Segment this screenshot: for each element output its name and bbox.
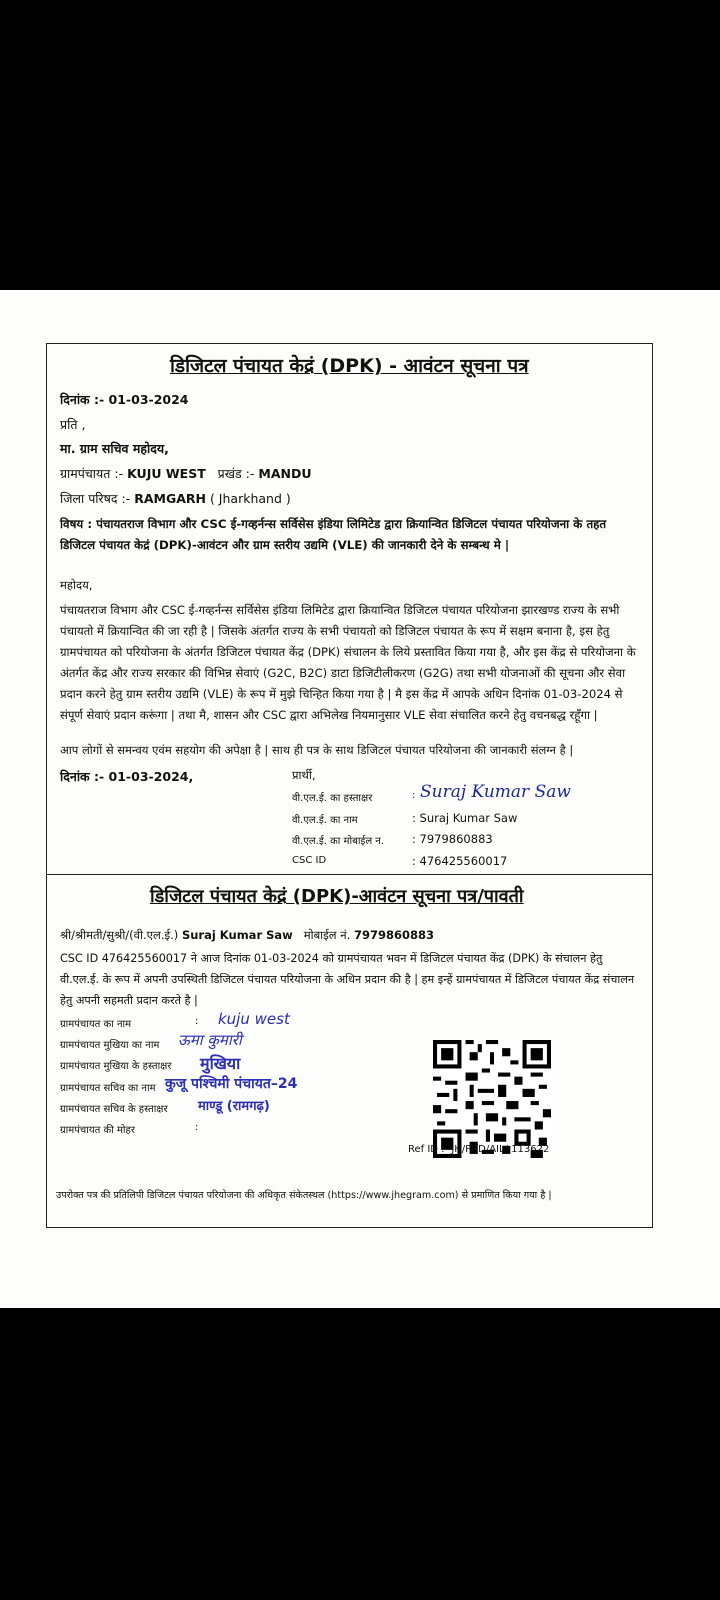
csc-id-label: CSC ID xyxy=(292,855,327,866)
salutation: महोदय, xyxy=(60,578,93,592)
field-label-mukhiya-sign: ग्रामपंचायत मुखिया के हस्ताक्षर xyxy=(60,1061,172,1072)
field-label-gp-name: ग्रामपंचायत का नाम xyxy=(60,1019,132,1030)
vle-name-label: वी.एल.ई. का नाम xyxy=(292,815,358,826)
prarthi: प्रार्थी, xyxy=(292,768,316,782)
field-value-mukhiya-name: ऊमा कुमारी xyxy=(178,1031,242,1049)
field-label-sachiv-sign: ग्रामपंचायत सचिव के हस्ताक्षर xyxy=(60,1104,168,1115)
mukhiya-stamp: मुखिया xyxy=(200,1054,241,1073)
panchayat-stamp-line2: माण्डू (रामगढ़) xyxy=(198,1099,270,1114)
gp-line xyxy=(60,465,311,482)
ref-id: Ref ID :- JH/PRD/AIL/ 113622 xyxy=(408,1144,550,1155)
letter-body: पंचायतराज विभाग और CSC ई-गव्हर्नन्स सर्विसेस इंडिया लिमिटेड द्वारा क्रियान्वित डिजिटल पंचायत परियोजना झारखण्ड राज्य के सभी पंचायतो में क्रियान्वित की जा रही है | जिसके अंतर्गत राज्य के सभी पंचायतो को डिजिटल पंचायत के रूप में सक्षम बनाना है, इस हेतु ग्रामपंचायत को परियोजना के अंतर्गत डिजिटल पंचायत केंद्र (DPK) संचालन के लिये प्रस्तावित किया गया है, और इस केंद्र से परियोजना के अंतर्गत केंद्र और राज्य सरकार की विभिन्न सेवाएं (G2C, B2C) डाटा डिजिटीलीकरण (G2G) तथा सभी योजनाओं की सूचना और सेवा प्रदान करने हेतु ग्राम स्तरीय उद्यमि (VLE) के रूप में मुझे चिन्हित किया गया है | मै इस केंद्र में आपके अधिन दिनांक 01-03-2024 से संपूर्ण सेवाएं प्रदान करूंगा | तथा मै, शासन और CSC द्वारा अभिलेख नियमानुसार VLE सेवा संचालित करने हेतु वचनबद्ध रहूँगा | xyxy=(60,603,636,722)
block-label: प्रखंड :- xyxy=(217,466,255,481)
field-label-sachiv-name: ग्रामपंचायत सचिव का नाम xyxy=(60,1083,156,1094)
gp-label: ग्रामपंचायत :- xyxy=(60,466,124,481)
receipt-prefix: श्री/श्रीमती/सुश्री/(वी.एल.ई.) xyxy=(60,928,179,942)
prati: प्रति , xyxy=(60,417,86,432)
gp-value: KUJU WEST xyxy=(127,466,206,481)
district-value: RAMGARH xyxy=(134,491,206,506)
qr-code xyxy=(433,1040,551,1158)
vle-mobile-label: वी.एल.ई. का मोबाईल न. xyxy=(292,836,385,847)
subject: विषय : पंचायतराज विभाग और CSC ई-गव्हर्नन्स सर्विसेस इंडिया लिमिटेड द्वारा क्रियान्वित डिजिटल पंचायत परियोजना के तहत डिजिटल पंचायत केद्रं (DPK)-आवंटन और ग्राम स्तरीय उद्यमि (VLE) की जानकारी देने के सम्बन्ध मे | xyxy=(60,517,607,552)
field-label-mukhiya-name: ग्रामपंचायत मुखिया का नाम xyxy=(60,1040,160,1051)
block-value: MANDU xyxy=(258,466,312,481)
receipt-vle-name: Suraj Kumar Saw xyxy=(181,928,293,942)
section-divider xyxy=(47,874,652,875)
receipt-mobile: 7979860883 xyxy=(353,928,434,942)
date-2: दिनांक :- 01-03-2024, xyxy=(60,769,194,784)
footer-note: उपरोक्त पत्र की प्रतिलिपी डिजिटल पंचायत परियोजना की अधिकृत संकेतस्थल (https://www.jhegram.com) से प्रमाणित किया गया है | xyxy=(56,1190,552,1201)
field-colon: : xyxy=(195,1016,199,1027)
receipt-mobile-label: मोबाईल नं. xyxy=(303,928,351,942)
field-label-seal: ग्रामपंचायत की मोहर xyxy=(60,1125,135,1136)
closing-line: आप लोगों से समन्वय एवंम सहयोग की अपेक्षा है | साथ ही पत्र के साथ डिजिटल पंचायत परियोजना की जानकारी संलग्न है | xyxy=(60,743,574,757)
state: ( Jharkhand ) xyxy=(209,491,291,506)
vle-name-value: : Suraj Kumar Saw xyxy=(412,811,518,825)
field-colon: : xyxy=(195,1122,199,1133)
district-label: जिला परिषद :- xyxy=(60,491,131,506)
receipt-vle-line xyxy=(60,928,434,943)
field-value-gp-name: kuju west xyxy=(218,1010,290,1028)
panchayat-stamp-line1: कुजू पश्चिमी पंचायत–24 xyxy=(165,1076,298,1092)
vle-mobile-value: : 7979860883 xyxy=(412,832,493,846)
csc-id-value: : 476425560017 xyxy=(412,854,508,868)
vle-sig-colon: : xyxy=(412,790,416,801)
addressee: मा. ग्राम सचिव महोदय, xyxy=(60,441,169,456)
receipt-body: CSC ID 476425560017 ने आज दिनांक 01-03-2024 को ग्रामपंचायत भवन में डिजिटल पंचायत केंद्र (DPK) के संचालन हेतु वी.एल.ई. के रूप में अपनी उपस्थिती डिजिटल पंचायत परियोजना के अधिन प्रदान की है | हम इन्हें ग्रामपंचायत में डिजिटल पंचायत केंद्र संचालन हेतु अपनी सहमती प्रदान करते है | xyxy=(60,952,635,1007)
letter-date: दिनांक :- 01-03-2024 xyxy=(60,392,189,407)
vle-sig-label: वी.एल.ई. का हस्ताक्षर xyxy=(292,793,373,804)
vle-signature: Suraj Kumar Saw xyxy=(420,782,571,802)
letter-title: डिजिटल पंचायत केद्रं (DPK) - आवंटन सूचना पत्र xyxy=(170,355,529,377)
district-line xyxy=(60,490,291,507)
receipt-title: डिजिटल पंचायत केद्रं (DPK)-आवंटन सूचना पत्र/पावती xyxy=(150,886,524,907)
